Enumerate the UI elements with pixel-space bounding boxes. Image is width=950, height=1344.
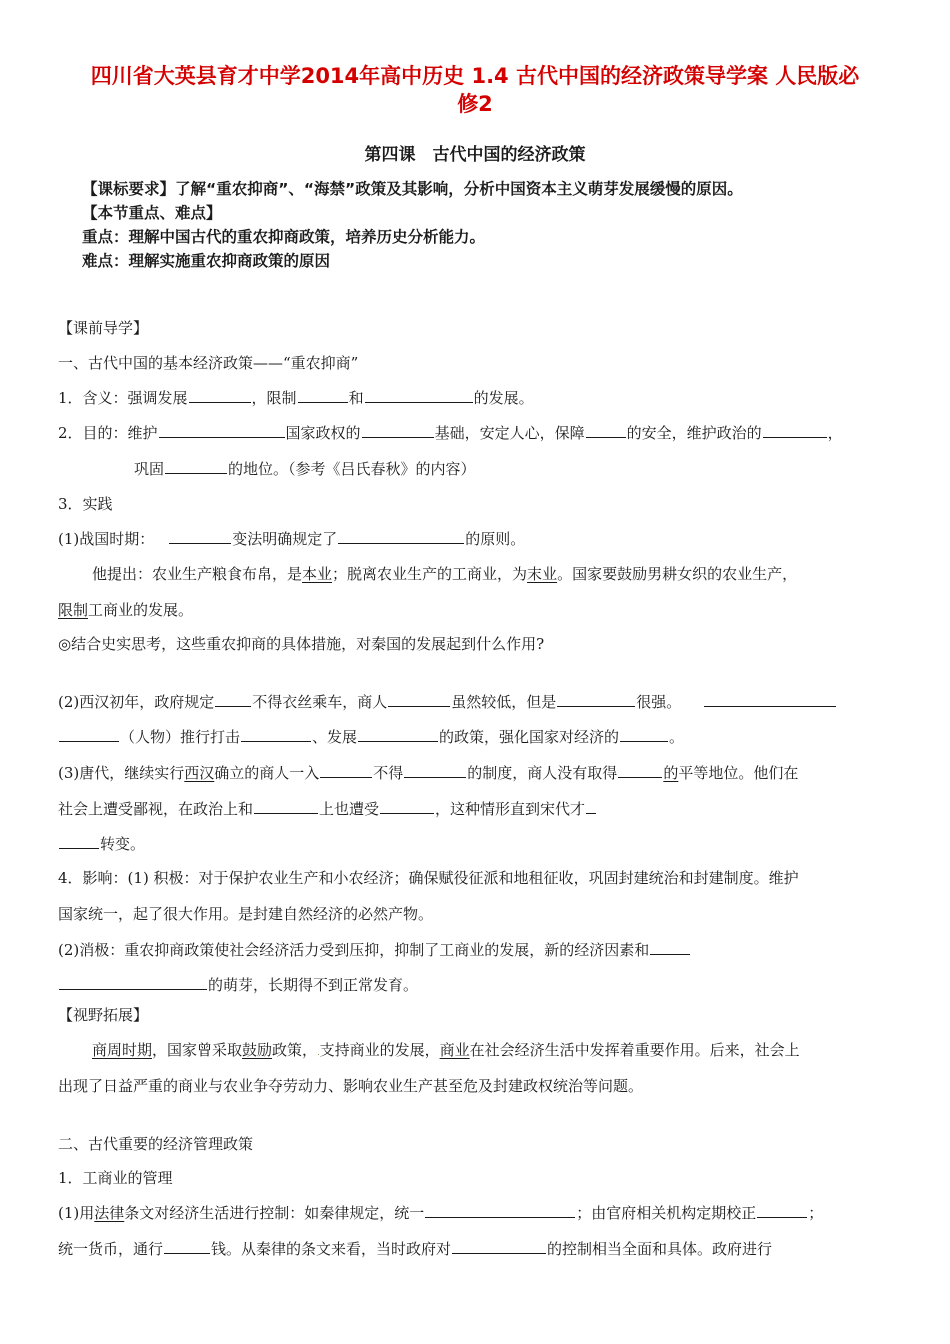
line-currency: 统一货币，通行 钱。从秦律的条文来看，当时政府对 的控制相当全面和具体。政府进行: [58, 1240, 773, 1258]
fill-blank[interactable]: [586, 798, 596, 814]
fill-blank[interactable]: [241, 726, 311, 742]
fill-blank[interactable]: [618, 762, 662, 778]
fill-blank[interactable]: [362, 422, 434, 438]
fill-blank[interactable]: [358, 726, 438, 742]
fill-blank[interactable]: [757, 1202, 807, 1218]
thinking-question: ◎结合史实思考，这些重农抑商的具体措施，对秦国的发展起到什么作用?: [58, 635, 545, 653]
line-impact-positive-cont: 国家统一，起了很大作用。是封建自然经济的必然产物。: [58, 905, 434, 923]
lesson-title: 第四课 古代中国的经济政策: [364, 145, 586, 165]
fill-blank[interactable]: [320, 762, 372, 778]
line-purpose-cont: 巩固 的地位。（参考《吕氏春秋》的内容）: [134, 460, 476, 478]
fill-blank[interactable]: [452, 1238, 546, 1254]
fill-blank[interactable]: [59, 726, 119, 742]
fill-blank[interactable]: [59, 974, 207, 990]
preview-header: 【课前导学】: [58, 319, 149, 337]
fill-blank[interactable]: [650, 939, 690, 955]
line-shangyang-view: 他提出：农业生产粮食布帛，是本业；脱离农业生产的工商业，为末业。国家要鼓励男耕女织的农业生产，: [92, 565, 798, 583]
key-point: 重点：理解中国古代的重农抑商政策，培养历史分析能力。: [82, 228, 486, 246]
fill-blank[interactable]: [586, 422, 626, 438]
line-expand-2: 出现了日益严重的商业与农业争夺劳动力、影响农业生产甚至危及封建政权统治等问题。: [58, 1077, 644, 1095]
line-qin-law: (1)用法律条文对经济生活进行控制：如秦律规定，统一 ；由官府相关机构定期校正 ；: [58, 1204, 824, 1222]
fill-blank[interactable]: [254, 798, 318, 814]
fill-blank[interactable]: [169, 528, 231, 544]
fill-blank[interactable]: [189, 387, 251, 403]
fill-blank[interactable]: [404, 762, 466, 778]
line-warring-states: (1)战国时期： 变法明确规定了 的原则。: [58, 530, 526, 548]
focus-header: 【本节重点、难点】: [82, 204, 222, 222]
line-commerce-management: 1．工商业的管理: [58, 1169, 173, 1187]
fill-blank[interactable]: [59, 833, 99, 849]
line-impact-negative-cont: 的萌芽，长期得不到正常发育。: [58, 974, 418, 995]
fill-blank[interactable]: [620, 726, 668, 742]
fill-blank[interactable]: [425, 1202, 575, 1218]
title-line-2: 修2: [457, 92, 493, 116]
fill-blank[interactable]: [164, 1238, 210, 1254]
fill-blank[interactable]: [704, 691, 836, 707]
line-impact-positive: 4．影响：(1) 积极：对于保护农业生产和小农经济；确保赋役征派和地租征收，巩固封建统治和封建制度。维护: [58, 869, 799, 887]
line-tang-cont: 社会上遭受鄙视，在政治上和 上也遭受 ，这种情形直到宋代才: [58, 798, 597, 819]
line-tang-end: 转变。: [58, 833, 145, 854]
line-purpose: 2．目的：维护 国家政权的 基础，安定人心，保障 的安全，维护政治的 ，: [58, 424, 843, 442]
difficult-point: 难点：理解实施重农抑商政策的原因: [82, 252, 331, 270]
expand-header: 【视野拓展】: [58, 1006, 149, 1024]
fill-blank[interactable]: [388, 691, 450, 707]
line-western-han: (2)西汉初年，政府规定 不得衣丝乘车，商人 虽然较低，但是 很强。: [58, 691, 837, 712]
fill-blank[interactable]: [763, 422, 827, 438]
document-title: [40, 62, 910, 118]
curriculum-standard: 【课标要求】了解“重农抑商”、“海禁”政策及其影响，分析中国资本主义萌芽发展缓慢的原因。: [82, 180, 743, 198]
section-2-title: 二、古代重要的经济管理政策: [58, 1135, 254, 1153]
section-1-title: 一、古代中国的基本经济政策——“重农抑商”: [58, 354, 359, 372]
fill-blank[interactable]: [338, 528, 464, 544]
line-western-han-cont: （人物）推行打击 、发展 的政策，强化国家对经济的 。: [58, 726, 684, 747]
line-impact-negative: (2)消极：重农抑商政策使社会经济活力受到压抑，抑制了工商业的发展，新的经济因素和: [58, 939, 691, 960]
line-tang: (3)唐代，继续实行西汉确立的商人一入 不得 的制度，商人没有取得 的平等地位。他们在: [58, 764, 799, 782]
fill-blank[interactable]: [298, 387, 348, 403]
fill-blank[interactable]: [365, 387, 473, 403]
line-restrict: 限制工商业的发展。: [58, 601, 194, 619]
fill-blank[interactable]: [159, 422, 285, 438]
fill-blank[interactable]: [215, 691, 251, 707]
fill-blank[interactable]: [557, 691, 635, 707]
title-line-1: 四川省大英县育才中学2014年高中历史 1.4 古代中国的经济政策导学案 人民版必: [90, 64, 860, 88]
line-meaning: 1．含义：强调发展 ，限制 和 的发展。: [58, 389, 534, 407]
line-practice: 3．实践: [58, 495, 113, 513]
fill-blank[interactable]: [165, 458, 227, 474]
fill-blank[interactable]: [380, 798, 434, 814]
line-expand-1: 商周时期，国家曾采取鼓励政策，.支持商业的发展，商业在社会经济生活中发挥着重要作用。后来，社会上: [92, 1041, 800, 1059]
